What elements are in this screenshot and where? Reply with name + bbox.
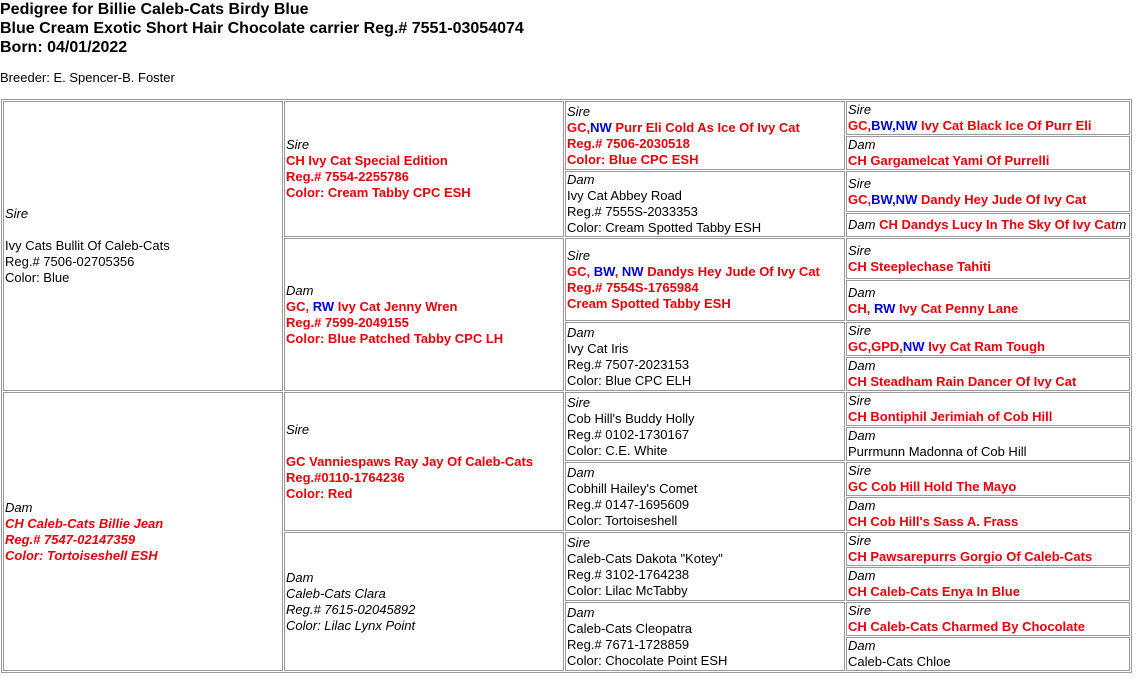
role-label: Sire (848, 175, 872, 191)
role-label: Dam (848, 137, 876, 152)
cat-name: Caleb-Cats Chloe (848, 654, 951, 669)
gen4-cell-12 (846, 497, 1130, 531)
cat-name: CH Dandys Lucy In The Sky Of Ivy Cat (879, 217, 1116, 232)
gen4-cell-2 (846, 136, 1130, 170)
gen2-ss-cell (284, 101, 564, 237)
role-label: Sire (5, 206, 29, 221)
role-label: Dam (848, 428, 876, 443)
role-label: Sire (848, 323, 872, 338)
gen4-cell-3 (846, 171, 1130, 212)
title-separator: , (614, 263, 622, 279)
cat-reg: Reg.# 0147-1695609 (567, 496, 690, 512)
breeder-line: Breeder: E. Spencer-B. Foster (0, 70, 175, 85)
role-label: Dam (848, 284, 876, 300)
cat-name: CH Bontiphil Jerimiah of Cob Hill (848, 409, 1053, 424)
title-prefix: GC, (567, 263, 594, 279)
page-header (0, 0, 524, 57)
cat-reg: Reg.# 7671-1728859 (567, 636, 690, 652)
role-label: Dam (5, 499, 33, 515)
cat-name: CH Caleb-Cats Charmed By Chocolate (848, 619, 1085, 634)
role-label: Sire (567, 534, 591, 550)
cat-name: Ivy Cats Bullit Of Caleb-Cats (5, 238, 170, 253)
role-label: Dam (848, 568, 876, 583)
gen4-cell-7 (846, 322, 1130, 356)
title-prefix: NW (902, 339, 925, 354)
gen2-dd-cell (284, 532, 564, 671)
cat-name: Ivy Cat Iris (567, 340, 629, 356)
role-label: Sire (848, 603, 872, 618)
gen4-cell-1 (846, 101, 1130, 135)
cat-description: Blue Cream Exotic Short Hair Chocolate carrier Reg.# 7551-03054074 (0, 20, 524, 37)
name-suffix: m (1115, 217, 1127, 232)
title-prefix: GC, (848, 118, 872, 133)
gen3-ssd-cell (565, 171, 845, 237)
gen4-cell-6 (846, 280, 1130, 321)
gen4-cell-13 (846, 532, 1130, 566)
cat-color: Color: Blue CPC ESH (567, 151, 699, 167)
cat-reg: Reg.# 7547-02147359 (5, 531, 136, 547)
cat-color: Color: Red (286, 485, 353, 501)
cat-color: Color: Chocolate Point ESH (567, 652, 728, 668)
cat-reg: Reg.# 7554S-1765984 (567, 279, 699, 295)
role-label: Dam (848, 358, 876, 373)
cat-name: CH Ivy Cat Special Edition (286, 153, 448, 168)
cat-name: CH Caleb-Cats Billie Jean (5, 515, 164, 531)
page-title: Pedigree for Billie Caleb-Cats Birdy Blue (0, 1, 309, 18)
gen1-dam-cell (3, 392, 283, 671)
cat-reg: Reg.# 7507-2023153 (567, 356, 690, 372)
cat-name: CH Gargamelcat Yami Of Purrelli (848, 153, 1050, 168)
cat-name: GC Vanniespaws Ray Jay Of Caleb-Cats (286, 453, 534, 469)
role-label: Sire (848, 102, 872, 117)
cat-name: CH Caleb-Cats Enya In Blue (848, 584, 1020, 599)
gen4-cell-11 (846, 462, 1130, 496)
cat-color: Color: Blue Patched Tabby CPC LH (286, 330, 504, 346)
role-label: Sire (567, 394, 591, 410)
cat-reg: Reg.# 7506-02705356 (5, 254, 135, 269)
cat-color: Cream Spotted Tabby ESH (567, 295, 731, 311)
gen3-sss-cell (565, 101, 845, 170)
role-label: Sire (848, 533, 872, 548)
cat-color: Color: Blue CPC ELH (567, 372, 692, 388)
gen4-cell-8 (846, 357, 1130, 391)
gen4-cell-4 (846, 213, 1130, 237)
title-separator: , (305, 298, 313, 314)
cat-name: Purr Eli Cold As Ice Of Ivy Cat (611, 119, 800, 135)
gen3-sdd-cell (565, 322, 845, 391)
cat-name: Caleb-Cats Clara (286, 585, 386, 601)
cat-name: Purrmunn Madonna of Cob Hill (848, 444, 1027, 459)
gen3-sds-cell (565, 238, 845, 321)
cat-name: Dandy Hey Jude Of Ivy Cat (917, 191, 1087, 207)
cat-name: CH Steeplechase Tahiti (848, 258, 991, 274)
cat-name: CH Steadham Rain Dancer Of Ivy Cat (848, 374, 1077, 389)
cat-color: Color: Tortoiseshell (567, 512, 678, 528)
gen4-cell-15 (846, 602, 1130, 636)
role-label: Sire (567, 247, 591, 263)
role-label: Sire (567, 103, 591, 119)
role-label: Dam (567, 324, 595, 340)
cat-reg: Reg.# 3102-1764238 (567, 566, 690, 582)
title-prefix: BW,NW (871, 191, 918, 207)
role-label: Sire (848, 393, 872, 408)
gen2-ds-cell (284, 392, 564, 531)
cat-name: Ivy Cat Penny Lane (895, 300, 1019, 316)
cat-color: Color: Lilac Lynx Point (286, 617, 416, 633)
gen3-ddd-cell (565, 602, 845, 671)
role-label: Sire (286, 421, 310, 437)
title-prefix: BW (593, 263, 615, 279)
title-prefix: RW (874, 300, 896, 316)
cat-color: Color: Cream Tabby CPC ESH (286, 185, 471, 200)
role-label: Dam (567, 172, 595, 187)
title-prefix: CH, (848, 300, 874, 316)
role-label: Sire (848, 463, 872, 478)
gen3-dsd-cell (565, 462, 845, 531)
cat-name: CH Cob Hill's Sass A. Frass (848, 514, 1019, 529)
title-prefix: GC (286, 298, 306, 314)
title-prefix: GC,GPD, (848, 339, 903, 354)
cat-name: Caleb-Cats Cleopatra (567, 620, 693, 636)
role-label: Sire (286, 137, 310, 152)
cat-name: Cob Hill's Buddy Holly (567, 410, 695, 426)
cat-name: Caleb-Cats Dakota "Kotey" (567, 550, 723, 566)
gen3-dss-cell (565, 392, 845, 461)
title-prefix: GC, (848, 191, 872, 207)
cat-name: Dandys Hey Jude Of Ivy Cat (643, 263, 820, 279)
cat-color: Color: C.E. White (567, 442, 668, 458)
gen4-cell-14 (846, 567, 1130, 601)
cat-name: Cobhill Hailey's Comet (567, 480, 698, 496)
cat-reg: Reg.#0110-1764236 (286, 469, 405, 485)
cat-reg: Reg.# 7555S-2033353 (567, 204, 698, 219)
gen4-cell-16 (846, 637, 1130, 671)
cat-reg: Reg.# 7615-02045892 (286, 601, 416, 617)
pedigree-table (1, 99, 1132, 673)
cat-name: Ivy Cat Black Ice Of Purr Eli (917, 118, 1092, 133)
role-label: Dam (286, 569, 314, 585)
role-label: Dam (848, 217, 876, 232)
gen4-cell-10 (846, 427, 1130, 461)
cat-reg: Reg.# 7554-2255786 (286, 169, 409, 184)
cat-name: Ivy Cat Jenny Wren (334, 298, 458, 314)
title-prefix: GC, (567, 119, 591, 135)
title-prefix: NW (590, 119, 612, 135)
role-label: Dam (848, 498, 876, 513)
role-label: Dam (567, 604, 595, 620)
cat-reg: Reg.# 7506-2030518 (567, 135, 690, 151)
cat-color: Color: Cream Spotted Tabby ESH (567, 220, 762, 235)
cat-reg: Reg.# 7599-2049155 (286, 314, 409, 330)
birth-date: Born: 04/01/2022 (0, 39, 128, 56)
cat-name: Ivy Cat Ram Tough (924, 339, 1045, 354)
title-prefix: BW,NW (871, 118, 918, 133)
cat-color: Color: Blue (5, 270, 70, 285)
cat-name: GC Cob Hill Hold The Mayo (848, 479, 1017, 494)
gen1-sire-cell (3, 101, 283, 391)
cat-name: Ivy Cat Abbey Road (567, 188, 682, 203)
title-prefix: RW (312, 298, 335, 314)
gen4-cell-5 (846, 238, 1130, 279)
gen2-sd-cell (284, 238, 564, 391)
cat-reg: Reg.# 0102-1730167 (567, 426, 690, 442)
cat-name: CH Pawsarepurrs Gorgio Of Caleb-Cats (848, 549, 1093, 564)
cat-color: Color: Lilac McTabby (567, 582, 688, 598)
role-label: Dam (286, 282, 314, 298)
role-label: Dam (848, 638, 876, 653)
gen3-dds-cell (565, 532, 845, 601)
role-label: Dam (567, 464, 595, 480)
cat-color: Color: Tortoiseshell ESH (5, 547, 158, 563)
gen4-cell-9 (846, 392, 1130, 426)
title-prefix: NW (621, 263, 644, 279)
role-label: Sire (848, 242, 872, 258)
